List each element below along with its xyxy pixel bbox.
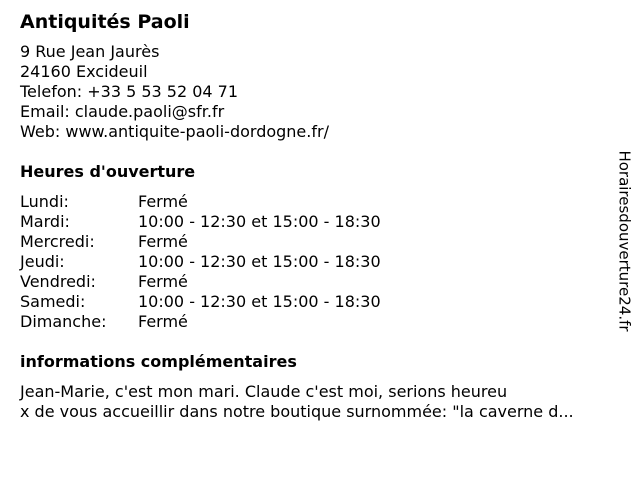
site-watermark[interactable]: Horairesdouverture24.fr [616, 150, 635, 332]
hours-day: Lundi: [20, 192, 69, 211]
hours-day: Mardi: [20, 212, 70, 231]
email-line[interactable]: Email: claude.paoli@sfr.fr [20, 102, 225, 121]
hours-row [20, 272, 620, 292]
address-line-1: 9 Rue Jean Jaurès [20, 42, 160, 61]
hours-day: Samedi: [20, 292, 86, 311]
watermark-container [613, 136, 637, 346]
web-line[interactable]: Web: www.antiquite-paoli-dordogne.fr/ [20, 122, 329, 141]
hours-day: Dimanche: [20, 312, 107, 331]
hours-time: Fermé [138, 232, 188, 251]
business-card [20, 10, 620, 422]
info-description: Jean-Marie, c'est mon mari. Claude c'est moi, serions heureu x de vous accueillir dans notre boutique surnommée: "la caverne d... [20, 382, 574, 421]
hours-day: Vendredi: [20, 272, 96, 291]
hours-title: Heures d'ouverture [20, 162, 196, 181]
phone-line[interactable]: Telefon: +33 5 53 52 04 71 [20, 82, 239, 101]
hours-day: Jeudi: [20, 252, 65, 271]
hours-table [20, 192, 620, 332]
address-line-2: 24160 Excideuil [20, 62, 148, 81]
hours-time: Fermé [138, 312, 188, 331]
hours-time: Fermé [138, 272, 188, 291]
hours-row [20, 292, 620, 312]
info-title: informations complémentaires [20, 352, 297, 371]
hours-row [20, 252, 620, 272]
hours-row [20, 312, 620, 332]
hours-time: 10:00 - 12:30 et 15:00 - 18:30 [138, 292, 381, 311]
hours-time: 10:00 - 12:30 et 15:00 - 18:30 [138, 252, 381, 271]
business-name: Antiquités Paoli [20, 11, 190, 33]
hours-row [20, 232, 620, 252]
hours-time: Fermé [138, 192, 188, 211]
hours-day: Mercredi: [20, 232, 95, 251]
hours-row [20, 212, 620, 232]
hours-time: 10:00 - 12:30 et 15:00 - 18:30 [138, 212, 381, 231]
hours-row [20, 192, 620, 212]
